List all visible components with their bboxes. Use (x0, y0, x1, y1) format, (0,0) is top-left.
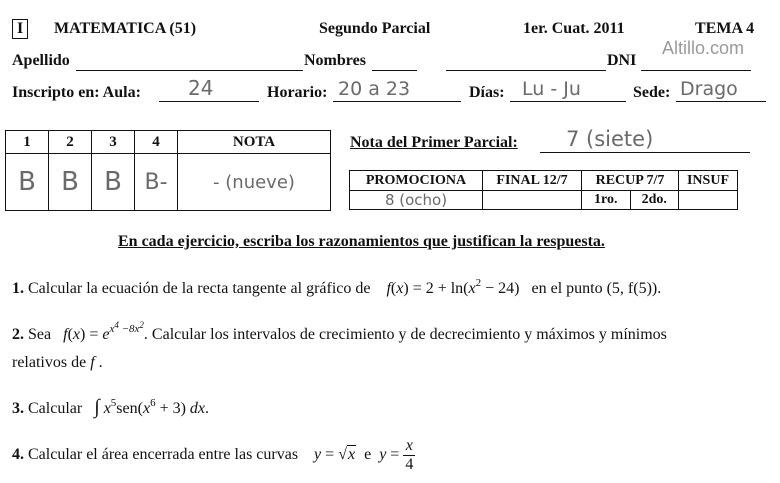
exercise-number: 1. (12, 280, 24, 297)
exam-version: TEMA 4 (695, 20, 755, 37)
sqrt-formula: √x (338, 446, 356, 464)
grade-cell: B (92, 154, 135, 211)
promotion-header: RECUP 7/7 (582, 171, 679, 191)
recup-first-cell: 1ro. (582, 191, 631, 210)
subject-title: MATEMATICA (51) (54, 20, 197, 37)
surname-label: Apellido (12, 52, 70, 69)
first-exam-line (540, 152, 750, 153)
function-formula: f (386, 280, 391, 297)
classroom-line (159, 101, 259, 102)
classroom-value: 24 (188, 76, 214, 100)
schedule-line (333, 101, 461, 102)
exercise-number: 4. (12, 446, 24, 464)
dni-pre-line (446, 70, 606, 71)
exercise-4: 4. Calcular el área encerrada entre las curvas y = √x e y = $\frac{x}{4}$ (12, 437, 414, 473)
names-label: Nombres (304, 52, 366, 69)
fraction-formula: $\frac{x}{4}$ (405, 437, 414, 473)
location-label: Sede: (633, 84, 671, 101)
names-line (372, 70, 417, 71)
exercise-1: 1. Calcular la ecuación de la recta tangente al gráfico de $f(x) = 2 + \ln(x^2 - 24)$ en el punto (5, f(5)). (12, 277, 662, 297)
first-exam-value: 7 (siete) (566, 127, 654, 151)
promotion-table (349, 170, 738, 210)
first-exam-label: Nota del Primer Parcial: (350, 134, 518, 151)
location-value: Drago (680, 78, 738, 100)
exercise-3: 3. Calcular ∫ $x^5sen(x^6 + 3)$ dx. (12, 396, 210, 418)
exam-name: Segundo Parcial (319, 20, 431, 37)
exercise-text: Calcular el área encerrada entre las curvas (28, 446, 299, 464)
grades-header-total: NOTA (178, 131, 331, 154)
integral-sign: ∫ (94, 396, 100, 418)
dni-line (641, 70, 751, 71)
exam-term: 1er. Cuat. 2011 (523, 20, 625, 37)
schedule-value: 20 a 23 (338, 78, 411, 100)
exercise-2-cont: relativos de f . (12, 354, 103, 371)
exercise-text: Sea (28, 326, 52, 343)
exercise-number: 3. (12, 400, 24, 417)
exercise-2: 2. Sea $f(x) = e^{x^4 -8x^2}$. Calcular los intervalos de crecimiento y de decrecimiento y máximos y mínimos (12, 320, 667, 343)
exercise-text: relativos de (12, 354, 87, 371)
recup-second-cell: 2do. (630, 191, 679, 210)
grade-cell: B (6, 154, 49, 211)
instruction-text: En cada ejercicio, escriba los razonamientos que justifican la respuesta. (118, 233, 605, 250)
surname-line (76, 70, 303, 71)
location-line (676, 101, 766, 102)
curve-2: y (379, 446, 387, 464)
grade-cell: B (49, 154, 92, 211)
promotion-header: FINAL 12/7 (483, 171, 582, 191)
exam-number-box: I (12, 19, 28, 39)
exercise-text: . Calcular los intervalos de crecimiento y de decrecimiento y máximos y mínimos (143, 326, 667, 343)
exercise-number: 2. (12, 326, 24, 343)
days-value: Lu - Ju (522, 78, 581, 100)
exercise-text: Calcular (28, 400, 83, 417)
promotion-value: 8 (ocho) (350, 191, 483, 210)
grade-total-cell: - (nueve) (178, 154, 331, 211)
grade-cell: B- (135, 154, 178, 211)
function-formula: f (63, 326, 68, 343)
grades-header: 3 (92, 131, 135, 154)
point-formula: (5, f(5)) (606, 280, 658, 297)
enrolled-label: Inscripto en: Aula: (12, 84, 141, 101)
integral-formula: x (103, 400, 111, 417)
schedule-label: Horario: (267, 84, 328, 101)
dni-label: DNI (607, 52, 637, 69)
exercise-text: Calcular la ecuación de la recta tangente al gráfico de (28, 280, 371, 297)
days-label: Días: (469, 84, 505, 101)
insuf-cell (679, 191, 738, 210)
curve-1: y (314, 446, 322, 464)
grades-header: 1 (6, 131, 49, 154)
promotion-header: PROMOCIONA (350, 171, 483, 191)
watermark: Altillo.com (662, 38, 745, 58)
days-line (510, 101, 626, 102)
grades-header: 2 (49, 131, 92, 154)
promotion-header: INSUF (679, 171, 738, 191)
final-cell (483, 191, 582, 210)
exercise-text: en el punto (531, 280, 603, 297)
grades-header: 4 (135, 131, 178, 154)
grades-table (5, 130, 331, 211)
